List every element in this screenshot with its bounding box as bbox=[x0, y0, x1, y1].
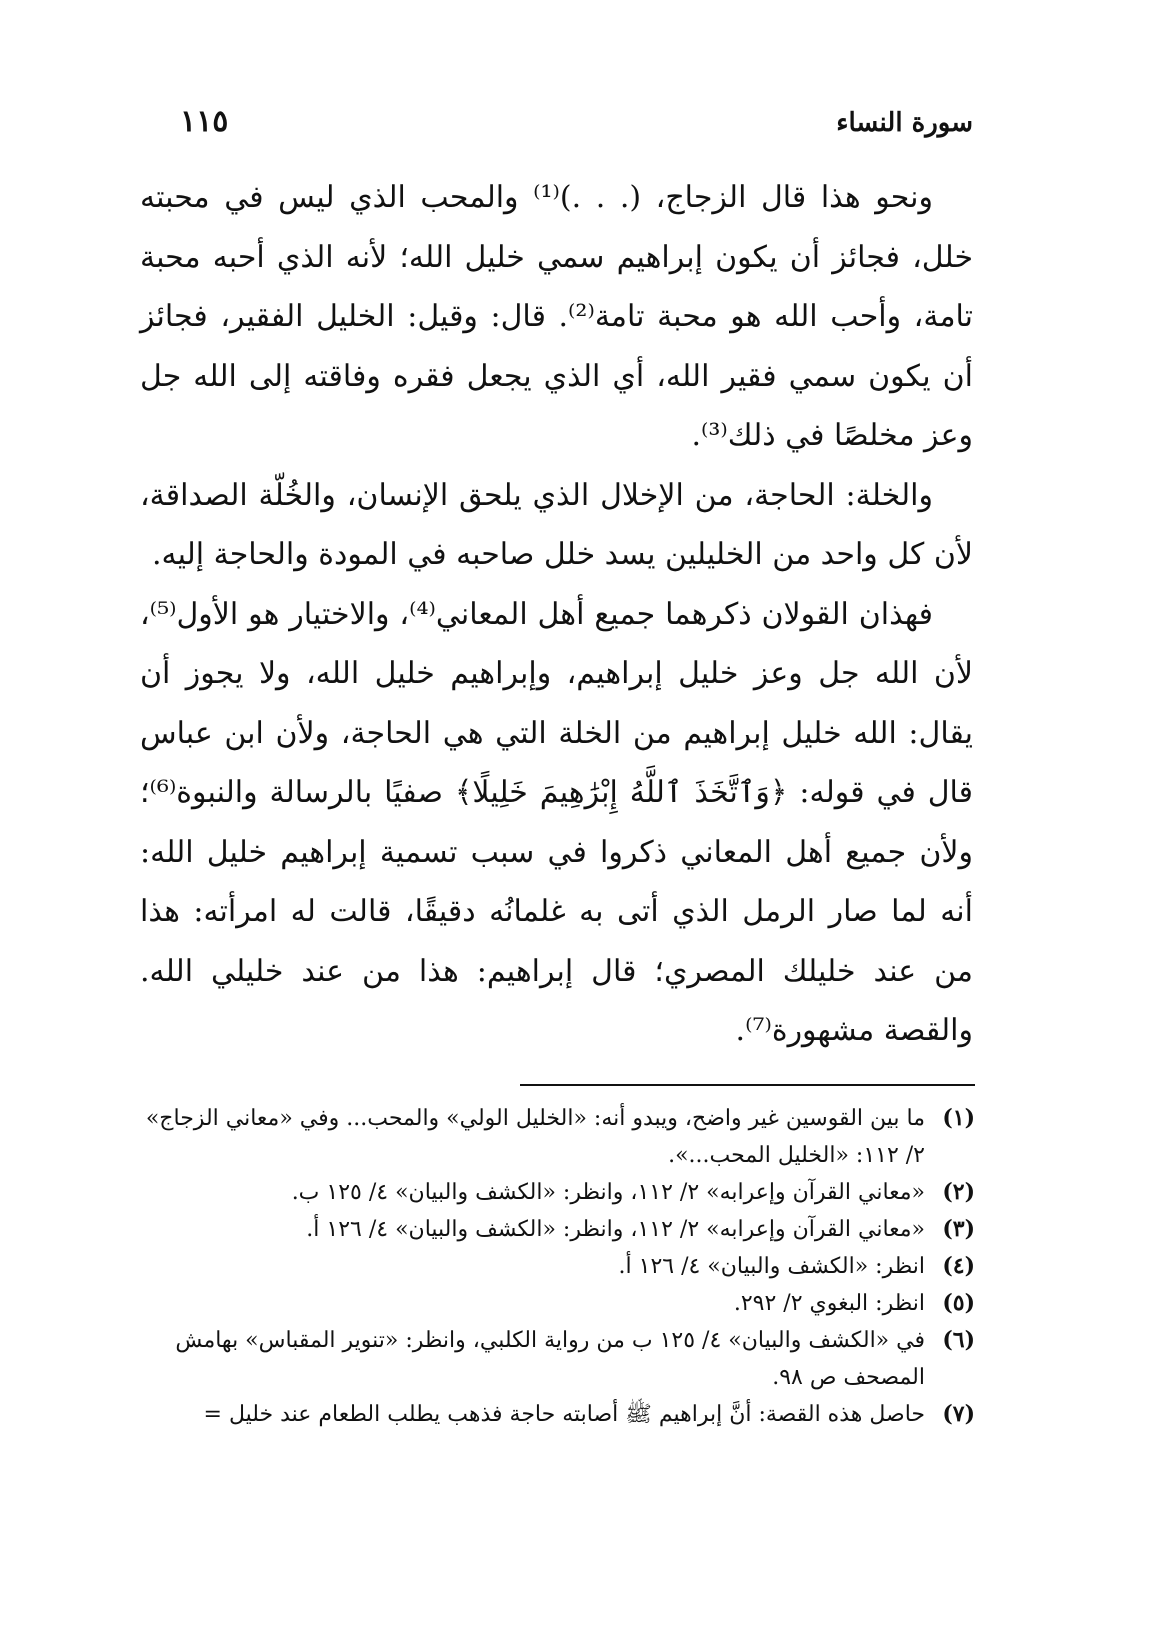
footnote bbox=[140, 1322, 975, 1396]
footnote-text: انظر: البغوي ٢/ ٢٩٢. bbox=[733, 1291, 925, 1316]
surah-title: سورة النساء bbox=[836, 108, 973, 138]
footnote bbox=[140, 1396, 975, 1433]
footnote-number: (٦) bbox=[942, 1327, 975, 1353]
footnote bbox=[140, 1174, 975, 1211]
footnote bbox=[140, 1285, 975, 1322]
paragraph: فهذان القولان ذكرهما جميع أهل المعاني⁽⁴⁾، والاختيار هو الأول⁽⁵⁾، لأن الله جل وعز خليل إبراهيم، وإبراهيم خليل الله، ولا يجوز أن يقال: الله خليل إبراهيم من الخلة التي هي الحاجة، ولأن ابن عباس قال في قوله: ﴿وَٱتَّخَذَ ٱللَّهُ إِبْرَٰهِيمَ خَلِيلًا﴾ صفيًا بالرسالة والنبوة⁽⁶⁾؛ ولأن جميع أهل المعاني ذكروا في سبب تسمية إبراهيم خليل الله: أنه لما صار الرمل الذي أتى به غلمانُه دقيقًا، قالت له امرأته: هذا من عند خليلك المصري؛ قال إبراهيم: هذا من عند خليلي الله. والقصة مشهورة⁽⁷⁾. bbox=[140, 596, 973, 1048]
footnote bbox=[140, 1248, 975, 1285]
footnote bbox=[140, 1100, 975, 1174]
footnotes bbox=[140, 1100, 975, 1433]
footnote-text: ما بين القوسين غير واضح، ويبدو أنه: «الخليل الولي» والمحب... وفي «معاني الزجاج» ٢/ ١١٢: «الخليل المحب...». bbox=[145, 1106, 925, 1168]
paragraph: والخلة: الحاجة، من الإخلال الذي يلحق الإنسان، والخُلّة الصداقة، لأن كل واحد من الخليلين يسد خلل صاحبه في المودة والحاجة إليه. bbox=[140, 477, 973, 572]
footnote-text: «معاني القرآن وإعرابه» ٢/ ١١٢، وانظر: «الكشف والبيان» ٤/ ١٢٥ ب. bbox=[291, 1180, 925, 1205]
footnote-number: (٥) bbox=[942, 1290, 975, 1316]
footnote-text: في «الكشف والبيان» ٤/ ١٢٥ ب من رواية الكلبي، وانظر: «تنوير المقباس» بهامش المصحف ص ٩٨. bbox=[175, 1328, 925, 1390]
footnote-number: (٧) bbox=[942, 1401, 975, 1427]
footnote-number: (٢) bbox=[942, 1179, 975, 1205]
main-text bbox=[140, 168, 973, 1061]
footnote-number: (٣) bbox=[942, 1216, 975, 1242]
page-header bbox=[180, 104, 973, 148]
footnote-number: (٤) bbox=[942, 1253, 975, 1279]
footnote-text: «معاني القرآن وإعرابه» ٢/ ١١٢، وانظر: «الكشف والبيان» ٤/ ١٢٦ أ. bbox=[306, 1217, 925, 1242]
footnote-text: انظر: «الكشف والبيان» ٤/ ١٢٦ أ. bbox=[618, 1254, 925, 1279]
footnote-separator bbox=[520, 1084, 975, 1086]
footnote-number: (١) bbox=[942, 1105, 975, 1131]
page-number: ١١٥ bbox=[180, 104, 229, 139]
paragraph: ونحو هذا قال الزجاج، (. . .)⁽¹⁾ والمحب الذي ليس في محبته خلل، فجائز أن يكون إبراهيم سمي خليل الله؛ لأنه الذي أحبه محبة تامة، وأحب الله هو محبة تامة⁽²⁾. قال: وقيل: الخليل الفقير، فجائز أن يكون سمي فقير الله، أي الذي يجعل فقره وفاقته إلى الله جل وعز مخلصًا في ذلك⁽³⁾. bbox=[140, 180, 973, 453]
footnote bbox=[140, 1211, 975, 1248]
footnote-text: حاصل هذه القصة: أنَّ إبراهيم ﷺ أصابته حاجة فذهب يطلب الطعام عند خليل = bbox=[203, 1402, 925, 1427]
